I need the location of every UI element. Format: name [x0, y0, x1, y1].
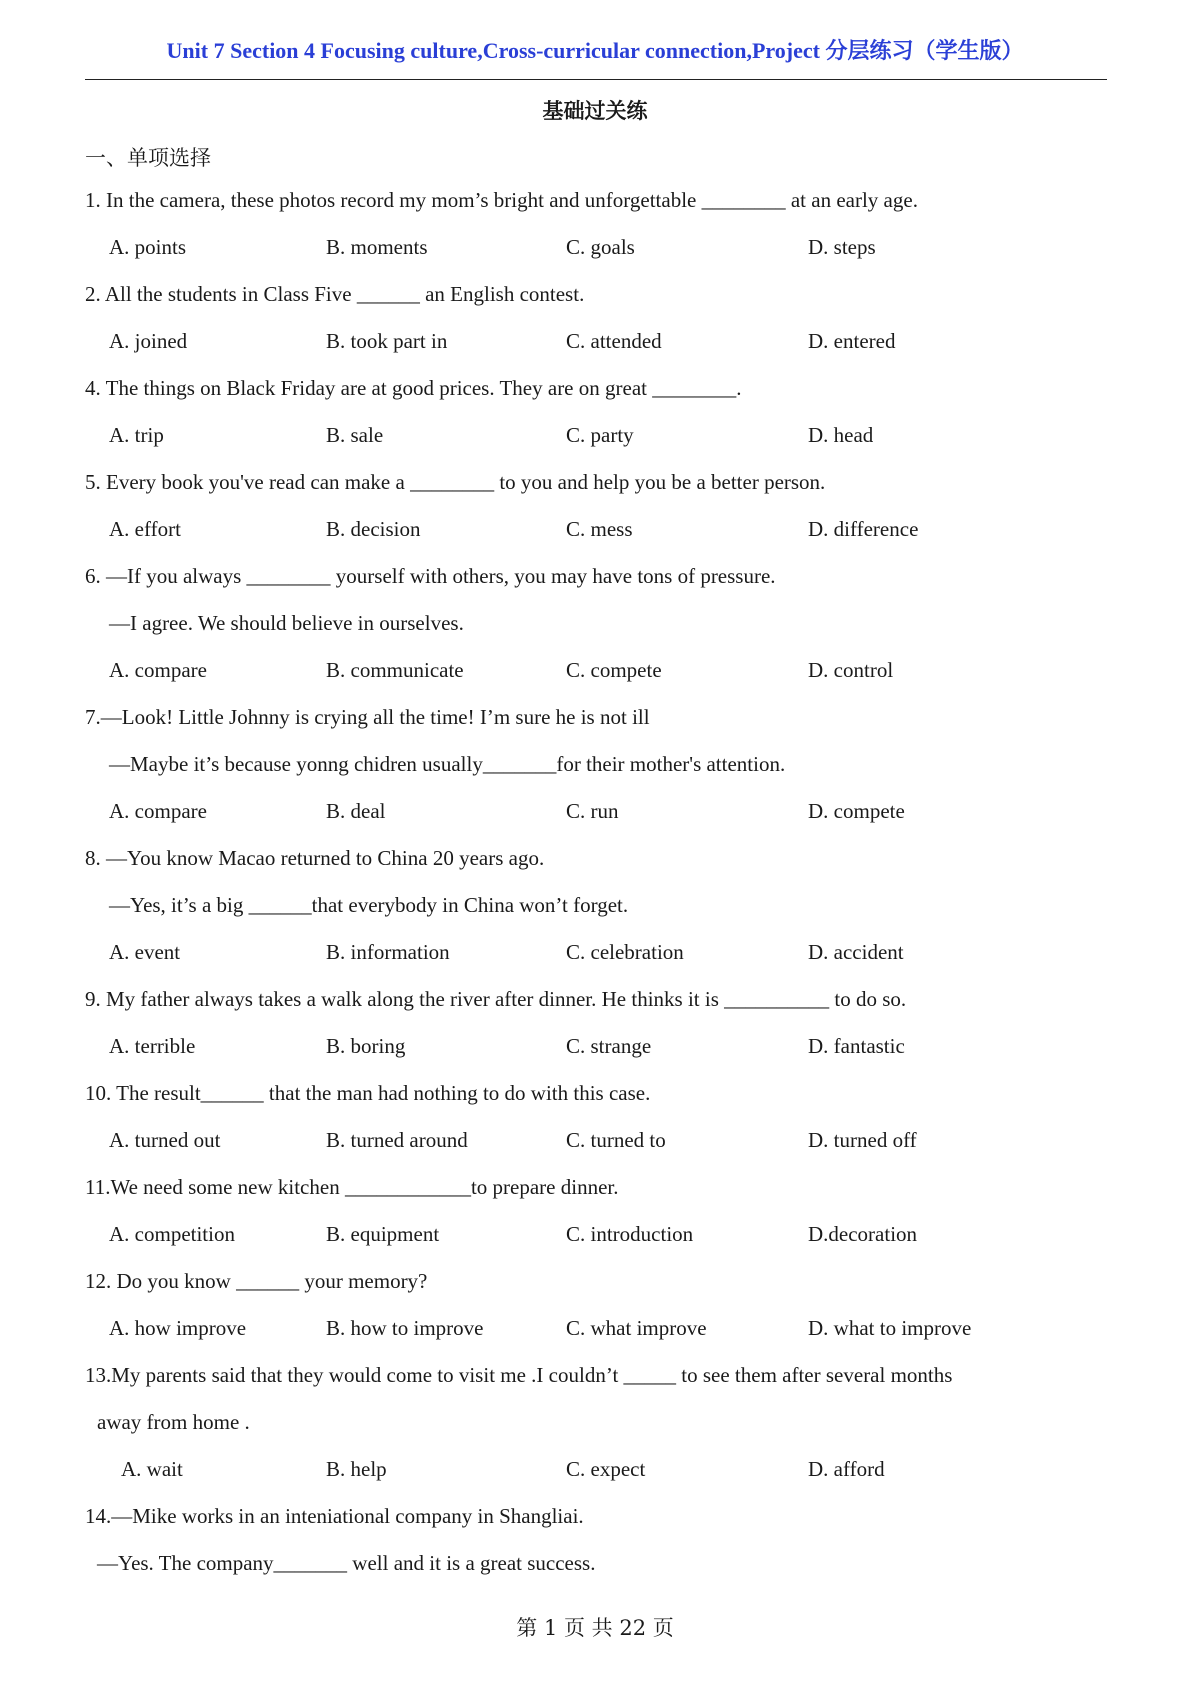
answer-option: A. wait: [121, 1457, 183, 1481]
question-stem: 13.My parents said that they would come to visit me .I couldn’t _____ to see them after several months: [85, 1363, 953, 1387]
answer-option: D.decoration: [808, 1222, 918, 1246]
question-stem: 8. —You know Macao returned to China 20 years ago.: [85, 846, 545, 870]
answer-option: D. afford: [808, 1457, 885, 1481]
document-header: Unit 7 Section 4 Focusing culture,Cross-curricular connection,Project 分层练习（学生版）: [166, 38, 1024, 63]
question-stem: 9. My father always takes a walk along the river after dinner. He thinks it is __________ to do so.: [85, 987, 907, 1011]
answer-option: A. turned out: [109, 1128, 221, 1152]
answer-option: D. turned off: [808, 1128, 917, 1152]
question-stem: 2. All the students in Class Five ______ an English contest.: [85, 282, 585, 306]
answer-option: B. equipment: [326, 1222, 440, 1246]
header-divider: [85, 79, 1107, 80]
answer-option: C. party: [566, 423, 634, 447]
answer-option: C. mess: [566, 517, 633, 541]
section-title: 基础过关练: [542, 99, 648, 123]
answer-option: C. expect: [566, 1457, 646, 1481]
answer-option: B. took part in: [326, 329, 448, 353]
question-line: away from home .: [97, 1410, 250, 1434]
answer-option: C. goals: [566, 235, 635, 259]
answer-option: C. run: [566, 799, 619, 823]
answer-option: B. communicate: [326, 658, 464, 682]
answer-option: B. information: [326, 940, 450, 964]
question-line: —Yes, it’s a big ______that everybody in China won’t forget.: [109, 893, 629, 917]
answer-option: D. difference: [808, 517, 919, 541]
answer-option: D. head: [808, 423, 874, 447]
answer-option: A. trip: [109, 423, 164, 447]
answer-option: A. effort: [109, 517, 181, 541]
answer-option: C. strange: [566, 1034, 652, 1058]
answer-option: D. control: [808, 658, 894, 682]
answer-option: A. joined: [109, 329, 188, 353]
question-stem: 10. The result______ that the man had nothing to do with this case.: [85, 1081, 651, 1105]
answer-option: C. attended: [566, 329, 662, 353]
answer-option: A. how improve: [109, 1316, 247, 1340]
question-stem: 14.—Mike works in an inteniational company in Shangliai.: [85, 1504, 584, 1528]
question-stem: 1. In the camera, these photos record my mom’s bright and unforgettable ________ at an early age.: [85, 188, 918, 212]
answer-option: D. fantastic: [808, 1034, 905, 1058]
page-number: 第 1 页 共 22 页: [516, 1616, 674, 1640]
answer-option: C. turned to: [566, 1128, 666, 1152]
answer-option: B. turned around: [326, 1128, 468, 1152]
answer-option: D. steps: [808, 235, 876, 259]
answer-option: D. compete: [808, 799, 905, 823]
question-line: —Maybe it’s because yonng chidren usually_______for their mother's attention.: [109, 752, 786, 776]
answer-option: C. compete: [566, 658, 662, 682]
answer-option: B. decision: [326, 517, 421, 541]
answer-option: B. deal: [326, 799, 386, 823]
answer-option: B. help: [326, 1457, 387, 1481]
question-stem: 7.—Look! Little Johnny is crying all the time! I’m sure he is not ill: [85, 705, 650, 729]
answer-option: C. introduction: [566, 1222, 694, 1246]
question-stem: 12. Do you know ______ your memory?: [85, 1269, 428, 1293]
answer-option: B. moments: [326, 235, 428, 259]
question-stem: 6. —If you always ________ yourself with others, you may have tons of pressure.: [85, 564, 776, 588]
question-line: —Yes. The company_______ well and it is a great success.: [97, 1551, 596, 1575]
answer-option: A. points: [109, 235, 187, 259]
question-line: —I agree. We should believe in ourselves.: [109, 611, 464, 635]
part-title: 一、单项选择: [85, 146, 211, 170]
answer-option: B. sale: [326, 423, 384, 447]
answer-option: A. event: [109, 940, 181, 964]
answer-option: A. compare: [109, 799, 207, 823]
answer-option: C. celebration: [566, 940, 684, 964]
answer-option: B. how to improve: [326, 1316, 484, 1340]
answer-option: A. compare: [109, 658, 207, 682]
answer-option: A. terrible: [109, 1034, 196, 1058]
answer-option: B. boring: [326, 1034, 406, 1058]
answer-option: A. competition: [109, 1222, 235, 1246]
question-stem: 4. The things on Black Friday are at good prices. They are on great ________.: [85, 376, 742, 400]
answer-option: C. what improve: [566, 1316, 707, 1340]
answer-option: D. what to improve: [808, 1316, 972, 1340]
question-stem: 11.We need some new kitchen ____________to prepare dinner.: [85, 1175, 619, 1199]
answer-option: D. entered: [808, 329, 896, 353]
question-stem: 5. Every book you've read can make a ________ to you and help you be a better person.: [85, 470, 826, 494]
answer-option: D. accident: [808, 940, 904, 964]
